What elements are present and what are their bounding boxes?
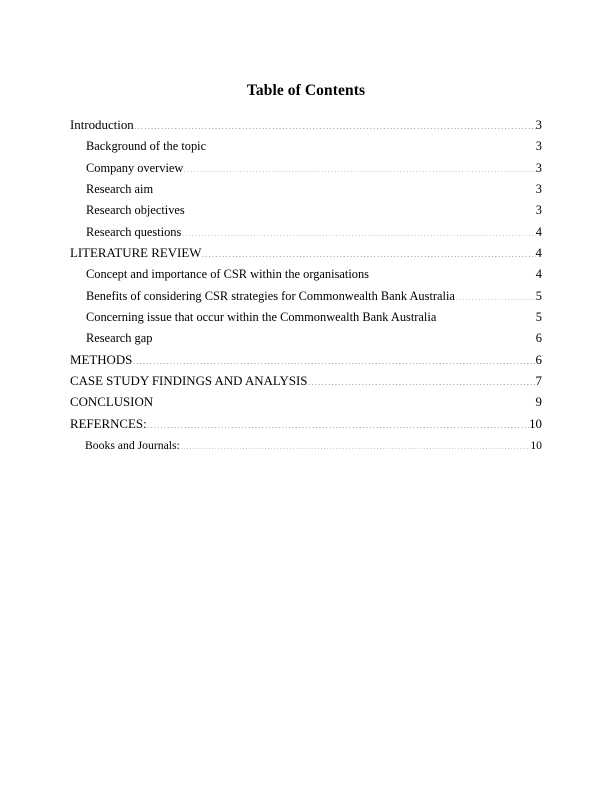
toc-dot-leader — [180, 437, 531, 449]
toc-entry[interactable] — [70, 392, 542, 413]
toc-entry-page-number: 7 — [535, 374, 542, 389]
toc-entry-label: Research objectives — [86, 203, 185, 218]
toc-entry-page-number: 9 — [535, 395, 542, 410]
toc-entry[interactable] — [86, 328, 542, 349]
toc-entry-label: METHODS — [70, 352, 133, 367]
toc-entry-page-number: 6 — [535, 352, 542, 367]
toc-entry-page-number: 10 — [530, 439, 542, 453]
toc-entry-page-number: 6 — [535, 331, 542, 346]
table-of-contents-list — [70, 115, 542, 457]
toc-entry-label: Background of the topic — [86, 139, 207, 154]
toc-entry-page-number: 10 — [529, 416, 542, 431]
toc-entry-label: Books and Journals: — [85, 439, 180, 453]
toc-entry[interactable] — [70, 371, 542, 392]
toc-entry[interactable] — [86, 264, 542, 285]
toc-entry-page-number: 3 — [535, 182, 542, 197]
toc-entry[interactable] — [86, 286, 542, 307]
toc-entry[interactable] — [86, 179, 542, 200]
toc-dot-leader — [134, 116, 536, 129]
toc-entry-page-number: 3 — [535, 139, 542, 154]
toc-dot-leader — [455, 287, 536, 299]
toc-entry-page-number: 4 — [535, 246, 542, 261]
toc-dot-leader — [181, 223, 535, 235]
toc-entry-label: Concerning issue that occur within the Commonwealth Bank Australia — [86, 310, 437, 325]
toc-entry[interactable] — [86, 222, 542, 243]
toc-dot-leader — [147, 415, 529, 428]
toc-dot-leader — [436, 309, 535, 321]
toc-dot-leader — [183, 159, 535, 171]
toc-entry[interactable] — [86, 307, 542, 328]
toc-entry-label: Company overview — [86, 160, 184, 175]
toc-entry[interactable] — [70, 115, 542, 136]
toc-entry-label: REFERNCES: — [70, 416, 147, 431]
toc-entry-label: CONCLUSION — [70, 395, 154, 410]
toc-dot-leader — [307, 372, 535, 385]
toc-dot-leader — [185, 202, 536, 214]
toc-entry-label: Concept and importance of CSR within the organisations — [86, 267, 369, 282]
toc-dot-leader — [201, 244, 535, 257]
toc-entry[interactable] — [85, 435, 542, 456]
toc-dot-leader — [153, 394, 535, 407]
toc-entry[interactable] — [70, 243, 542, 264]
toc-dot-leader — [369, 266, 536, 278]
toc-entry[interactable] — [86, 136, 542, 157]
toc-dot-leader — [152, 330, 535, 342]
toc-entry-page-number: 4 — [535, 267, 542, 282]
toc-dot-leader — [206, 138, 536, 150]
toc-entry-label: LITERATURE REVIEW — [70, 246, 202, 261]
toc-entry[interactable] — [86, 200, 542, 221]
toc-dot-leader — [132, 351, 535, 364]
toc-entry-page-number: 3 — [535, 118, 542, 132]
page-title: Table of Contents — [246, 82, 366, 99]
toc-entry-label: Introduction — [70, 118, 134, 132]
toc-entry-page-number: 5 — [535, 288, 542, 303]
toc-entry-label: Research questions — [86, 224, 182, 239]
toc-entry-page-number: 3 — [535, 203, 542, 218]
toc-entry-label: Research gap — [86, 331, 153, 346]
toc-entry-page-number: 5 — [535, 310, 542, 325]
toc-entry[interactable] — [70, 414, 542, 435]
toc-entry-page-number: 3 — [535, 160, 542, 175]
toc-entry-label: CASE STUDY FINDINGS AND ANALYSIS — [70, 374, 308, 389]
toc-entry-page-number: 4 — [535, 224, 542, 239]
toc-entry[interactable] — [86, 158, 542, 179]
toc-entry-label: Benefits of considering CSR strategies for Commonwealth Bank Australia — [86, 288, 455, 303]
toc-entry[interactable] — [70, 350, 542, 371]
toc-entry-label: Research aim — [86, 182, 154, 197]
toc-dot-leader — [153, 181, 536, 193]
